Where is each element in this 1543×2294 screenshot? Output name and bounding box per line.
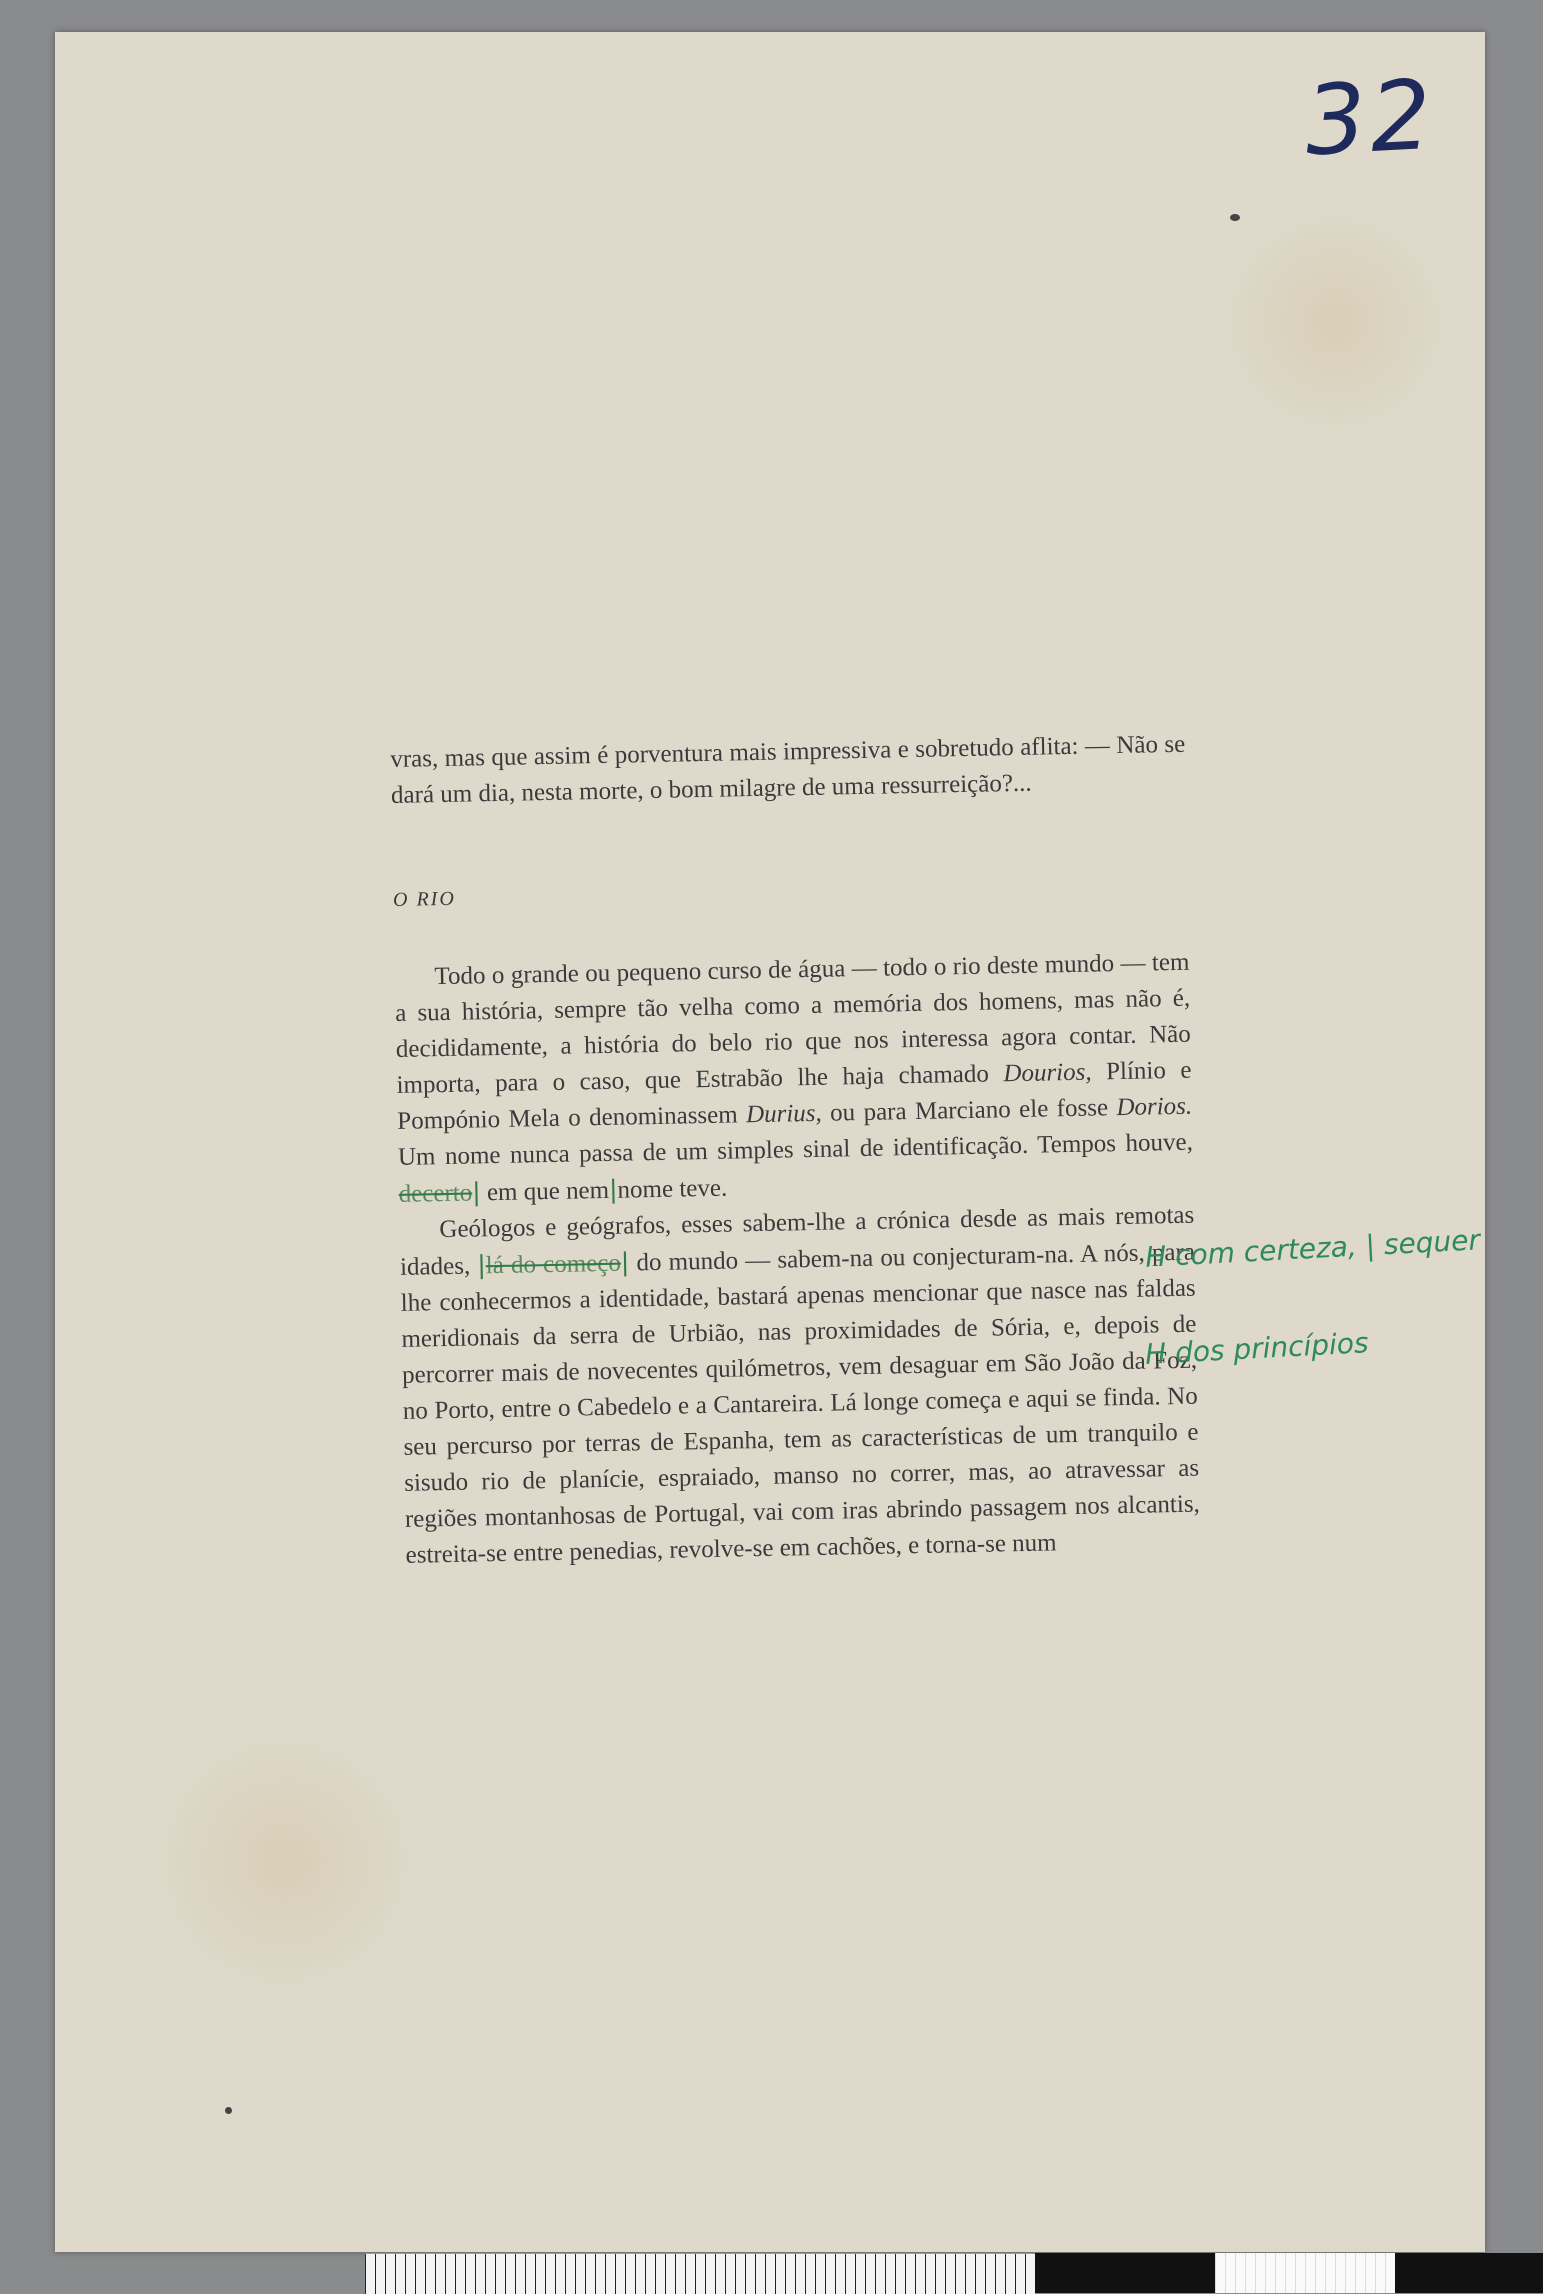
ruler-white-section [365, 2253, 1035, 2294]
insertion-mark: | [608, 1174, 618, 1204]
margin-annotation-principios: H dos princípios [1144, 1326, 1370, 1371]
manuscript-page [55, 32, 1485, 2252]
closing-paragraph: vras, mas que assim é porventura mais impressiva e sobretudo aflita: — Não se dará um dia, nesta morte, o bom milagre de uma ressurreição?... [390, 730, 1186, 809]
typed-text-block [390, 727, 1201, 1574]
ruler-black-section [1035, 2253, 1543, 2293]
insertion-mark: | [477, 1250, 487, 1280]
ink-speck [225, 2107, 232, 2114]
paper-stain [135, 1732, 435, 1992]
ink-speck [1230, 214, 1240, 221]
text-run: Um nome nunca passa de um simples sinal de identificação. Tempos houve, [397, 1128, 1194, 1171]
section-heading: O RIO [392, 887, 456, 911]
text-run: Geólogos e geógrafos, esses sabem-lhe a crónica desde as mais remotas idades, [399, 1201, 1195, 1281]
name-dourios: Dourios, [1003, 1058, 1092, 1088]
text-run: Plínio e Pompónio Mela o denominassem [397, 1056, 1192, 1135]
scale-ruler [365, 2253, 1543, 2293]
text-run: do mundo — sabem-na ou conjecturam-na. A nós, para lhe conhecermos a identidade, bastará apenas mencionar que nasce nas faldas meridionais da serra de Urbião, nas proximidades de Sória, e, depois de percorrer mais de novecentes quilómetros, vem desaguar em São João da Foz, no Porto, entre o Cabedelo e a Cantareira. Lá longe começa e aqui se finda. No seu percurso por terras de Espanha, tem as características de um tranquilo e sisudo rio de planície, espraiado, manso no correr, mas, ao atravessar as regiões montanhosas de Portugal, vai com iras abrindo passagem nos alcantis, estreita-se entre penedias, revolve-se em cachões, e torna-se num [400, 1238, 1201, 1569]
ruler-white-segment [1215, 2253, 1395, 2293]
text-run: em que nem [480, 1176, 610, 1207]
paragraph-one [394, 945, 1194, 1213]
insertion-mark: | [471, 1177, 481, 1207]
text-run: Todo o grande ou pequeno curso de água — todo o rio deste mundo — tem a sua história, sempre tão velha como a memória dos homens, mas não é, decididamente, a história do belo rio que nos interessa agora contar. Não importa, para o caso, que Estrabão lhe haja chamado [394, 948, 1192, 1099]
margin-annotation-certeza: H com certeza, | sequer [1144, 1223, 1481, 1274]
name-dorios: Dorios. [1116, 1092, 1193, 1122]
text-run: nome teve. [617, 1174, 728, 1204]
name-durius: Durius, [745, 1099, 823, 1129]
handwritten-page-number: 32 [1302, 58, 1438, 178]
insertion-mark: | [620, 1247, 630, 1277]
paper-stain [1205, 212, 1465, 432]
struck-word-decerto: decerto [398, 1179, 473, 1208]
paragraph-two [399, 1198, 1201, 1574]
struck-phrase-la-do-comeco: lá do começo [485, 1249, 622, 1280]
text-run: ou para Marciano ele fosse [821, 1094, 1117, 1127]
